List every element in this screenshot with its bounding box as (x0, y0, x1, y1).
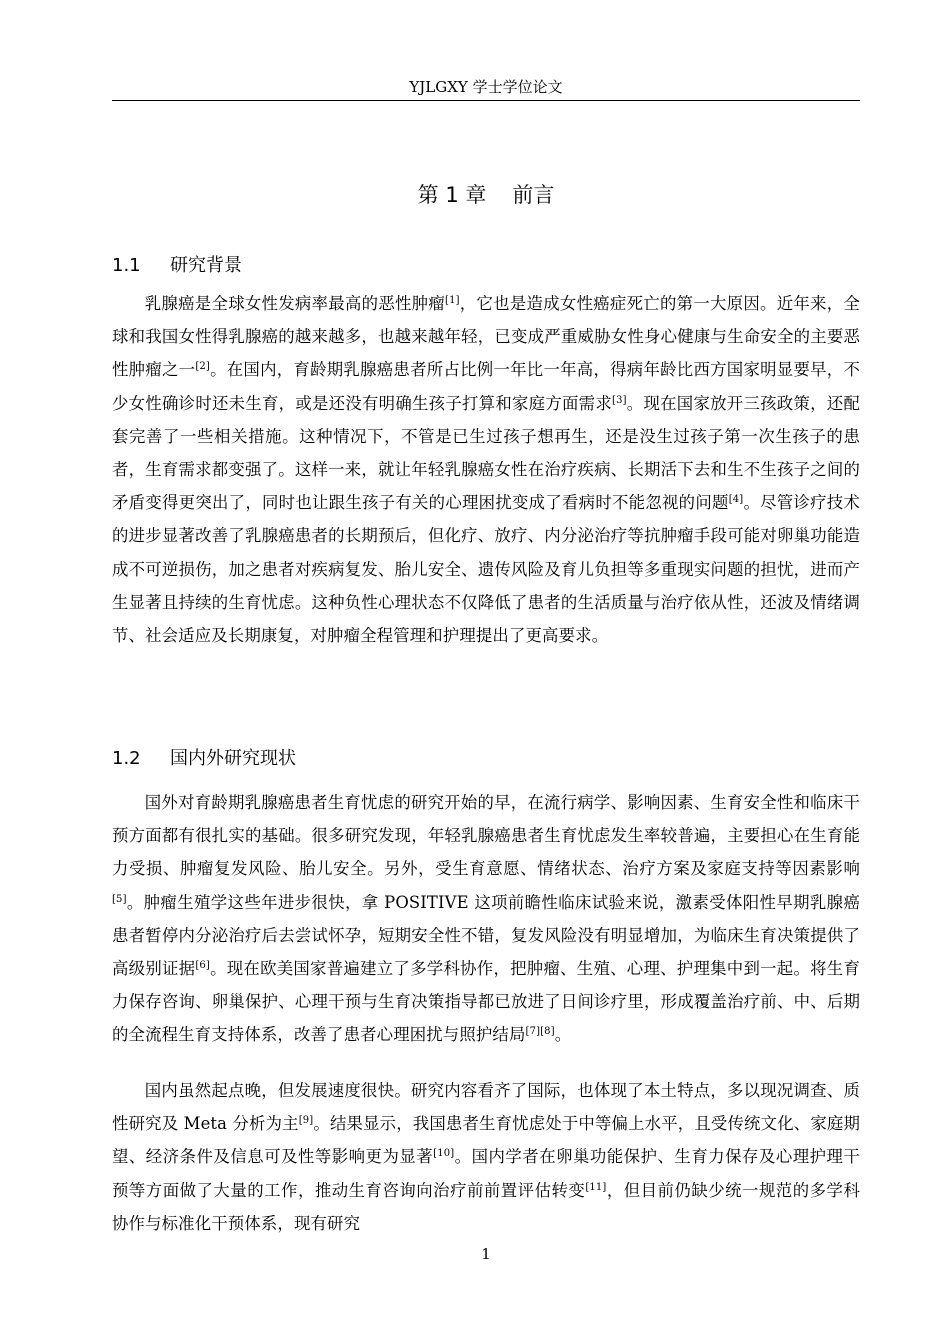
citation-ref: [9] (298, 1115, 314, 1127)
chapter-number: 第 1 章 (417, 183, 487, 207)
text-run: 。国内学者在卵巢功能保护、生育力保存及心理护理干预等方面做了大量的工作，推动生育咨询向治疗前前置评估转变 (112, 1147, 860, 1200)
citation-ref: [6] (195, 960, 210, 972)
citation-ref: [10] (433, 1148, 455, 1160)
section-title: 国内外研究现状 (170, 748, 296, 769)
text-run: 。现在国家放开三孩政策，还配套完善了一些相关措施。这种情况下，不管是已生过孩子想再生，还是没生过孩子第一次生孩子的患者，生育需求都变强了。这样一来，就让年轻乳腺癌女性在治疗疾病、长期活下去和生不生孩子之间的矛盾变得更突出了，同时也让跟生孩子有关的心理困扰变成了看病时不能忽视的问题 (112, 393, 860, 513)
section-heading-1-1 (112, 253, 242, 279)
text-run: 。现在欧美国家普遍建立了多学科协作，把肿瘤、生殖、心理、护理集中到一起。将生育力保存咨询、卵巢保护、心理干预与生育决策指导都已放进了日间诊疗里，形成覆盖治疗前、中、后期的全流程生育支持体系，改善了患者心理困扰与照护结局 (112, 959, 860, 1045)
citation-ref: [3] (612, 394, 627, 406)
paragraph-foreign-research (112, 786, 860, 1052)
citation-ref: [1] (445, 295, 460, 306)
paragraph-domestic-research (112, 1074, 860, 1240)
citation-ref: [4] (728, 494, 744, 506)
text-run: 国内虽然起点晚，但发展速度很快。研究内容看齐了国际，也体现了本土特点，多以现况调查、质性研究及 Meta 分析为主 (112, 1081, 860, 1134)
text-run: ，它也是造成女性癌症死亡的第一大原因。近年来，全球和我国女性得乳腺癌的越来越多，也越来越年轻，已变成严重威胁女性身心健康与生命安全的主要恶性肿瘤之一 (112, 294, 860, 380)
text-run: 。尽管诊疗技术的进步显著改善了乳腺癌患者的长期预后，但化疗、放疗、内分泌治疗等抗肿瘤手段可能对卵巢功能造成不可逆损伤，加之患者对疾病复发、胎儿安全、遗传风险及育儿负担等多重现实问题的担忧，进而产生显著且持续的生育忧虑。这种负性心理状态不仅降低了患者的生活质量与治疗依从性，还波及情绪调节、社会适应及长期康复，对肿瘤全程管理和护理提出了更高要求。 (112, 493, 860, 646)
chapter-heading (112, 180, 860, 210)
running-header: YJLGXY 学士学位论文 (409, 78, 563, 96)
text-run: 。结果显示，我国患者生育忧虑处于中等偏上水平，且受传统文化、家庭期望、经济条件及信息可及性等影响更为显著 (112, 1114, 860, 1167)
citation-ref: [11] (585, 1181, 607, 1193)
text-run: 。肿瘤生殖学这些年进步很快，拿 POSITIVE 这项前瞻性临床试验来说，激素受体阳性早期乳腺癌患者暂停内分泌治疗后去尝试怀孕，短期安全性不错，复发风险没有明显增加，为临床生育决策提供了高级别证据 (112, 892, 860, 979)
text-run: ，但目前仍缺少统一规范的多学科协作与标准化干预体系，现有研究 (112, 1180, 861, 1233)
text-run: 。在国内，育龄期乳腺癌患者所占比例一年比一年高，得病年龄比西方国家明显要早，不少女性确诊时还未生育，或是还没有明确生孩子打算和家庭方面需求 (112, 360, 860, 413)
citation-ref: [5] (112, 893, 127, 905)
paragraph-background (112, 287, 860, 652)
section-number: 1.2 (112, 748, 141, 769)
page-number: 1 (481, 1245, 491, 1263)
text-run: 。 (554, 1025, 572, 1045)
section-number: 1.1 (112, 255, 141, 276)
section-heading-1-2 (112, 746, 296, 772)
chapter-title: 前言 (512, 183, 555, 207)
citation-ref: [7][8] (525, 1026, 555, 1038)
section-title: 研究背景 (170, 255, 242, 276)
text-run: 乳腺癌是全球女性发病率最高的恶性肿瘤 (144, 294, 446, 313)
citation-ref: [2] (195, 361, 210, 373)
header-rule (112, 100, 860, 101)
text-run: 国外对育龄期乳腺癌患者生育忧虑的研究开始的早，在流行病学、影响因素、生育安全性和临床干预方面都有很扎实的基础。很多研究发现，年轻乳腺癌患者生育忧虑发生率较普遍，主要担心在生育能力受损、肿瘤复发风险、胎儿安全。另外，受生育意愿、情绪状态、治疗方案及家庭支持等因素影响 (112, 793, 860, 879)
